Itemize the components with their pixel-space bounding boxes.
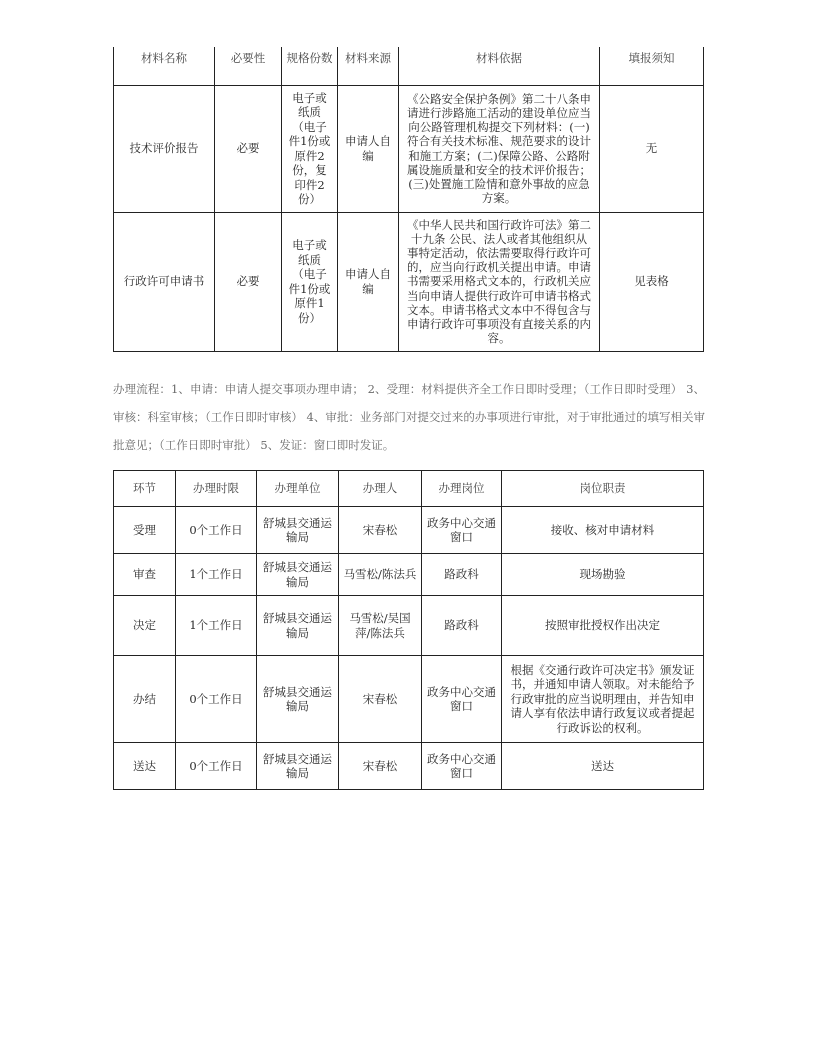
time-limit-cell: 1个工作日 [176,554,257,596]
step-cell: 送达 [114,743,176,790]
header-step: 环节 [114,471,176,507]
post-cell: 政务中心交通窗口 [422,743,502,790]
header-duty: 岗位职责 [502,471,704,507]
duty-cell: 送达 [502,743,704,790]
unit-cell: 舒城县交通运输局 [257,507,339,554]
header-notes: 填报须知 [600,47,704,85]
table-row [114,596,704,656]
material-source: 申请人自编 [338,212,399,351]
process-header-row [114,471,704,507]
time-limit-cell: 0个工作日 [176,743,257,790]
handler-cell: 宋春松 [339,743,422,790]
unit-cell: 舒城县交通运输局 [257,743,339,790]
duty-cell: 接收、核对申请材料 [502,507,704,554]
table-row [114,743,704,790]
post-cell: 政务中心交通窗口 [422,656,502,743]
material-notes: 见表格 [600,212,704,351]
step-cell: 审查 [114,554,176,596]
duty-cell: 按照审批授权作出决定 [502,596,704,656]
process-table [113,470,704,790]
post-cell: 政务中心交通窗口 [422,507,502,554]
header-format: 规格份数 [282,47,338,85]
header-handler: 办理人 [339,471,422,507]
material-basis: 《中华人民共和国行政许可法》第二十九条 公民、法人或者其他组织从事特定活动，依法需要取得行政许可的，应当向行政机关提出申请。申请书需要采用格式文本的，行政机关应当向申请人提供行政许可申请书格式文本。申请书格式文本中不得包含与申请行政许可事项没有直接关系的内容。 [399,212,600,351]
material-format: 电子或纸质（电子件1份或原件1份） [282,212,338,351]
material-name: 行政许可申请书 [114,212,215,351]
material-source: 申请人自编 [338,85,399,212]
duty-cell: 现场勘验 [502,554,704,596]
step-cell: 受理 [114,507,176,554]
step-cell: 办结 [114,656,176,743]
materials-header-row [114,47,704,85]
handler-cell: 马雪松/陈法兵 [339,554,422,596]
header-unit: 办理单位 [257,471,339,507]
step-cell: 决定 [114,596,176,656]
table-row [114,656,704,743]
materials-table [113,47,704,352]
process-flow-text: 办理流程：1、申请：申请人提交事项办理申请； 2、受理：材料提供齐全工作日即时受理；（工作日即时受理） 3、审核：科室审核；（工作日即时审核） 4、审批：业务部门对提交过来的办事项进行审批，对于审批通过的填写相关审批意见；（工作日即时审批） 5、发证：窗口即时发证。 [113,382,705,452]
header-material-name: 材料名称 [114,47,215,85]
duty-cell: 根据《交通行政许可决定书》颁发证书，并通知申请人领取。对未能给予行政审批的应当说明理由，并告知申请人享有依法申请行政复议或者提起行政诉讼的权利。 [502,656,704,743]
handler-cell: 马雪松/吴国萍/陈法兵 [339,596,422,656]
table-row [114,554,704,596]
handler-cell: 宋春松 [339,507,422,554]
unit-cell: 舒城县交通运输局 [257,656,339,743]
time-limit-cell: 0个工作日 [176,507,257,554]
table-row [114,507,704,554]
material-basis: 《公路安全保护条例》第二十八条申请进行涉路施工活动的建设单位应当向公路管理机构提交下列材料：(一)符合有关技术标准、规范要求的设计和施工方案；(二)保障公路、公路附属设施质量和安全的技术评价报告；(三)处置施工险情和意外事故的应急方案。 [399,85,600,212]
handler-cell: 宋春松 [339,656,422,743]
material-notes: 无 [600,85,704,212]
header-time-limit: 办理时限 [176,471,257,507]
table-row [114,212,704,351]
header-post: 办理岗位 [422,471,502,507]
time-limit-cell: 0个工作日 [176,656,257,743]
unit-cell: 舒城县交通运输局 [257,554,339,596]
material-necessity: 必要 [215,85,282,212]
post-cell: 路政科 [422,596,502,656]
header-source: 材料来源 [338,47,399,85]
table-row [114,85,704,212]
time-limit-cell: 1个工作日 [176,596,257,656]
material-format: 电子或纸质（电子件1份或原件2份，复印件2份） [282,85,338,212]
header-necessity: 必要性 [215,47,282,85]
material-necessity: 必要 [215,212,282,351]
post-cell: 路政科 [422,554,502,596]
unit-cell: 舒城县交通运输局 [257,596,339,656]
header-basis: 材料依据 [399,47,600,85]
material-name: 技术评价报告 [114,85,215,212]
